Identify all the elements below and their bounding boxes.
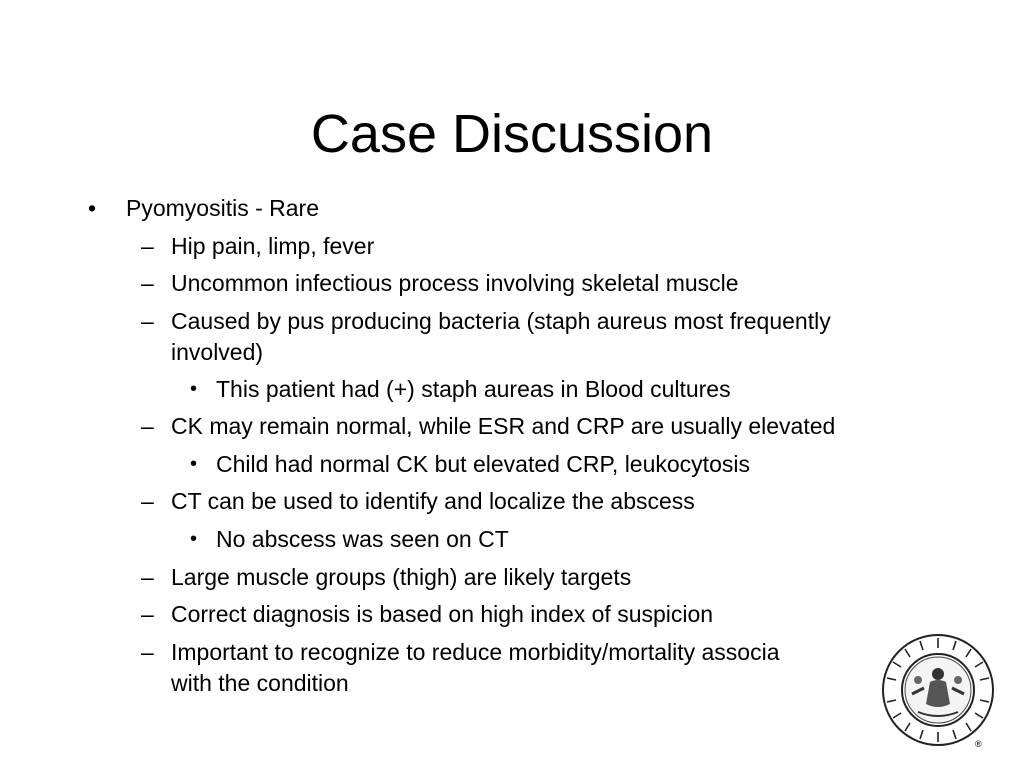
dash-marker: – <box>141 413 154 439</box>
sub-item-hip-pain: Hip pain, limp, fever <box>171 233 375 259</box>
sub-item-caused-by: Caused by pus producing bacteria (staph aureus most frequently <box>171 308 831 334</box>
sub-bullet-marker: • <box>190 378 198 400</box>
dash-marker: – <box>141 233 154 259</box>
sub-sub-item-child-ck: Child had normal CK but elevated CRP, leukocytosis <box>216 451 750 477</box>
dash-marker: – <box>141 308 154 334</box>
dash-marker: – <box>141 488 154 514</box>
slide-title: Case Discussion <box>310 104 714 164</box>
bullet-pyomyositis: Pyomyositis - Rare <box>126 195 319 221</box>
sub-item-ck-normal: CK may remain normal, while ESR and CRP are usually elevated <box>171 413 836 439</box>
sub-item-important: Important to recognize to reduce morbidity/mortality associa <box>171 639 780 665</box>
sub-bullet-marker: • <box>190 528 198 550</box>
sub-sub-item-blood-cultures: This patient had (+) staph aureas in Blood cultures <box>216 376 731 402</box>
dash-marker: – <box>141 564 154 590</box>
sub-item-diagnosis: Correct diagnosis is based on high index of suspicion <box>171 601 714 627</box>
sub-item-ct: CT can be used to identify and localize the abscess <box>171 488 695 514</box>
dash-marker: – <box>141 270 154 296</box>
sub-item-muscle-groups: Large muscle groups (thigh) are likely targets <box>171 564 632 590</box>
dash-marker: – <box>141 601 154 627</box>
aap-seal-logo <box>880 632 996 748</box>
sub-item-important-cont: with the condition <box>171 670 349 696</box>
sub-bullet-marker: • <box>190 453 198 475</box>
bullet-marker: • <box>88 195 97 221</box>
sub-sub-item-no-abscess: No abscess was seen on CT <box>216 526 509 552</box>
sub-item-uncommon-process: Uncommon infectious process involving skeletal muscle <box>171 270 739 296</box>
registered-mark: ® <box>975 739 982 749</box>
dash-marker: – <box>141 639 154 665</box>
sub-item-caused-by-cont: involved) <box>171 339 264 365</box>
